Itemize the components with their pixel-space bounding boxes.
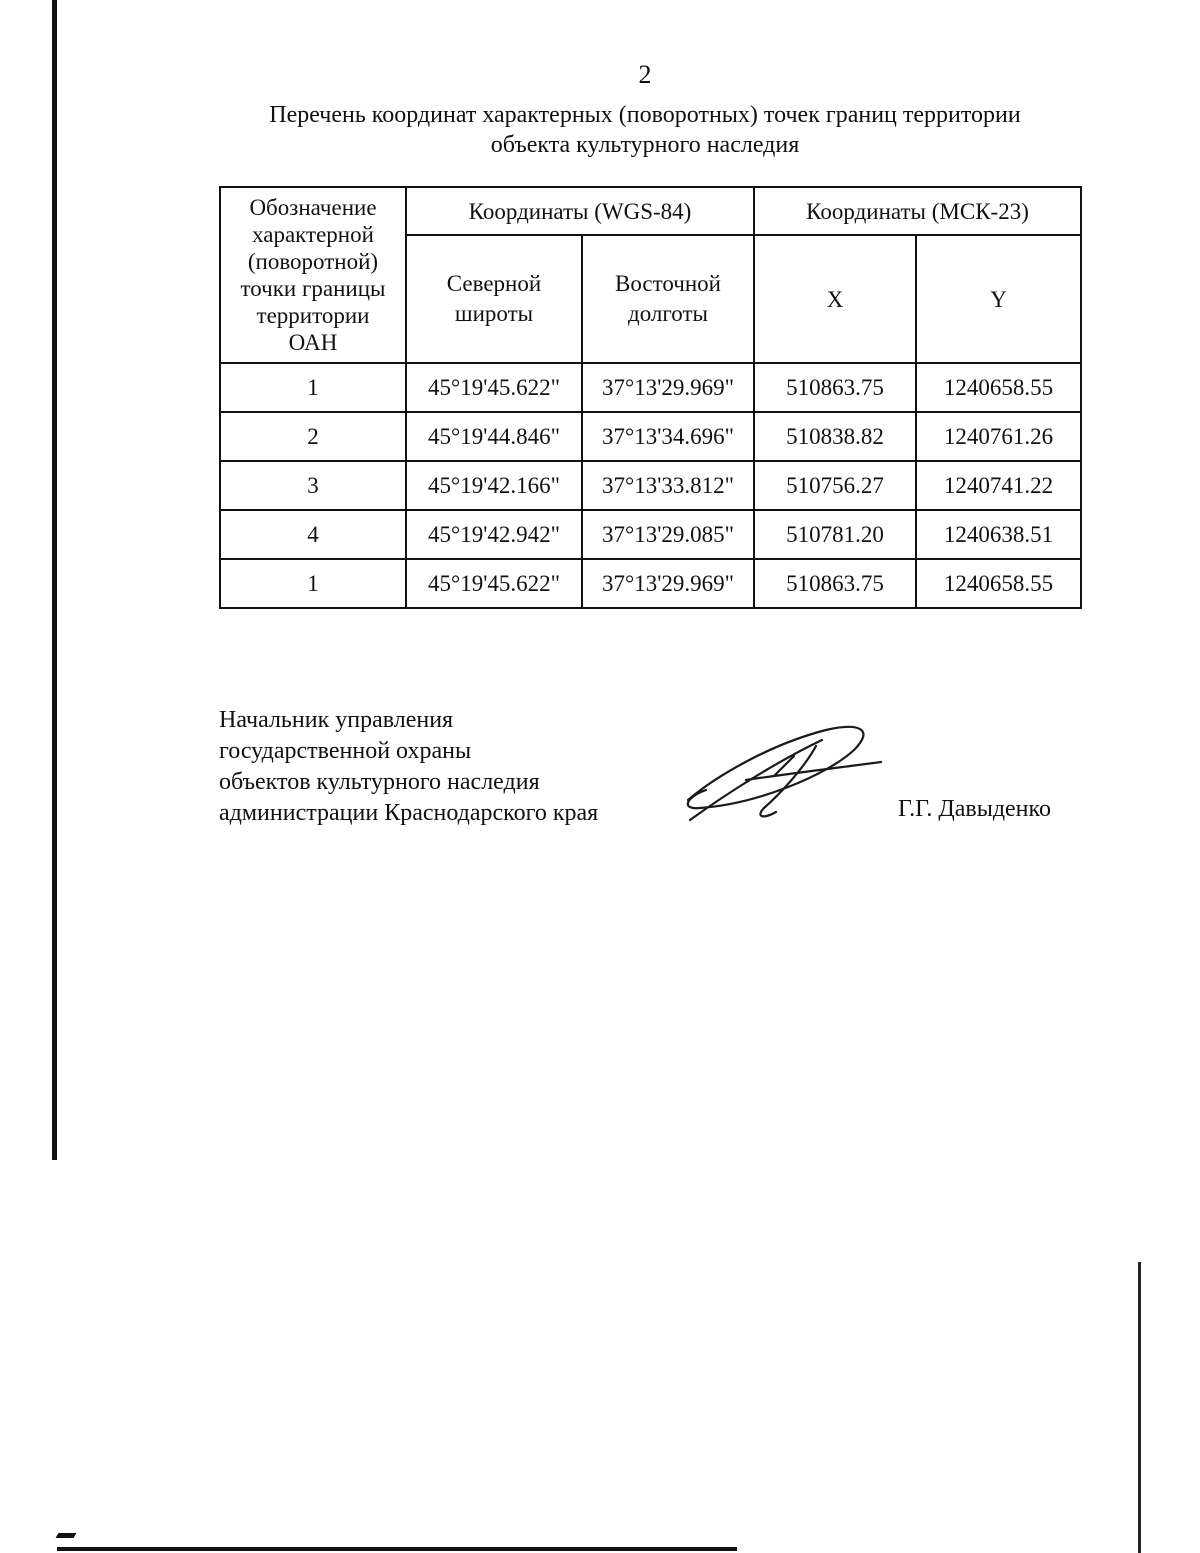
position-line: объектов культурного наследия [219, 769, 540, 795]
position-line: государственной охраны [219, 738, 472, 764]
msk-header: Координаты (МСК-23) [754, 187, 1081, 235]
north-cell: 45°19'44.846" [406, 412, 582, 461]
point-cell: 3 [220, 461, 406, 510]
x-cell: 510863.75 [754, 559, 916, 608]
document-title [195, 100, 1095, 160]
east-cell: 37°13'29.969" [582, 559, 754, 608]
scan-edge-left [52, 0, 57, 1160]
north-cell: 45°19'42.942" [406, 510, 582, 559]
y-header: Y [916, 235, 1081, 363]
point-header: Обозначение характерной (поворотной) точки границы территории ОАН [220, 187, 406, 363]
y-cell: 1240658.55 [916, 363, 1081, 412]
wgs-header: Координаты (WGS-84) [406, 187, 754, 235]
east-cell: 37°13'29.085" [582, 510, 754, 559]
north-latitude-header: Северной широты [406, 235, 582, 363]
east-cell: 37°13'29.969" [582, 363, 754, 412]
point-cell: 4 [220, 510, 406, 559]
north-cell: 45°19'45.622" [406, 559, 582, 608]
north-cell: 45°19'42.166" [406, 461, 582, 510]
table-row [220, 510, 1081, 559]
handwritten-signature [676, 716, 886, 826]
position-line: Начальник управления [219, 707, 454, 733]
coordinates-table [219, 186, 1082, 609]
table-row [220, 363, 1081, 412]
scan-edge-right [1138, 1262, 1141, 1553]
title-line: Перечень координат характерных (поворотных) точек границ территории [269, 102, 1021, 128]
table-row [220, 559, 1081, 608]
point-cell: 1 [220, 559, 406, 608]
north-cell: 45°19'45.622" [406, 363, 582, 412]
point-cell: 2 [220, 412, 406, 461]
scan-edge-bottom [57, 1547, 737, 1551]
y-cell: 1240658.55 [916, 559, 1081, 608]
y-cell: 1240638.51 [916, 510, 1081, 559]
point-cell: 1 [220, 363, 406, 412]
table-row [220, 412, 1081, 461]
signer-name: Г.Г. Давыденко [898, 796, 1051, 822]
east-cell: 37°13'34.696" [582, 412, 754, 461]
table-row [220, 461, 1081, 510]
header-row [220, 187, 1081, 235]
x-header: X [754, 235, 916, 363]
x-cell: 510781.20 [754, 510, 916, 559]
east-cell: 37°13'33.812" [582, 461, 754, 510]
title-line: объекта культурного наследия [490, 132, 800, 158]
page-number: 2 [638, 60, 652, 89]
y-cell: 1240741.22 [916, 461, 1081, 510]
x-cell: 510756.27 [754, 461, 916, 510]
east-longitude-header: Восточной долготы [582, 235, 754, 363]
scan-mark [56, 1533, 77, 1538]
position-line: администрации Краснодарского края [219, 800, 599, 826]
x-cell: 510863.75 [754, 363, 916, 412]
y-cell: 1240761.26 [916, 412, 1081, 461]
x-cell: 510838.82 [754, 412, 916, 461]
signatory-position [219, 705, 598, 829]
